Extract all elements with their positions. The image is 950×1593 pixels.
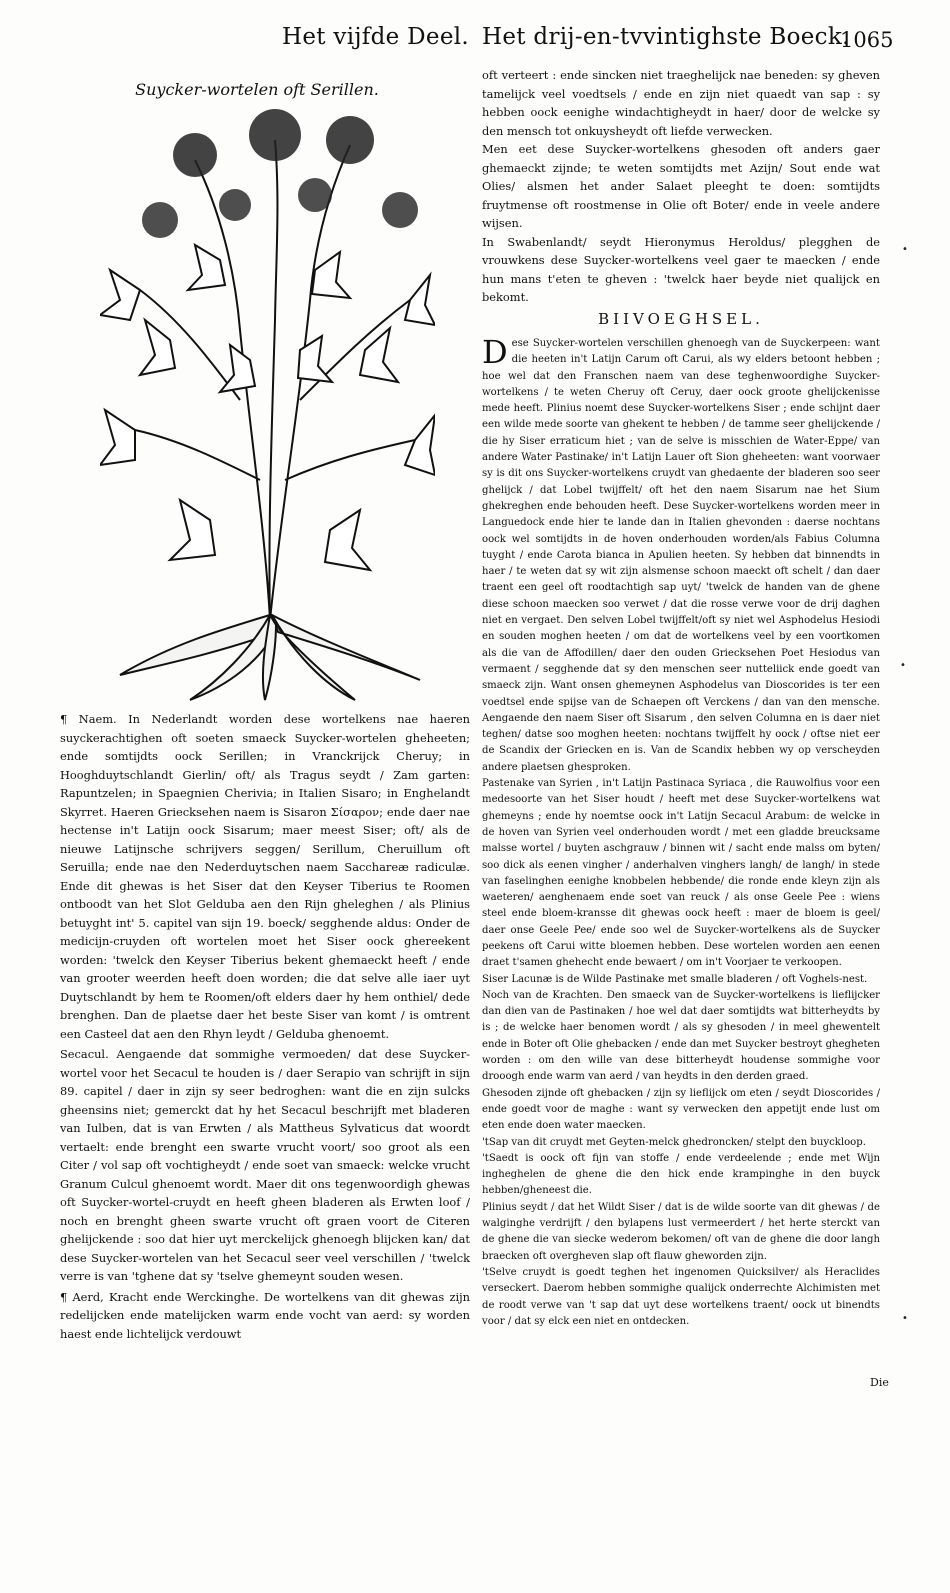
appendix-paragraph-6: 'tSap van dit cruydt met Geyten-melck ghedroncken/ stelpt den buyckloop.: [482, 1136, 866, 1148]
appendix-paragraph-9: 'tSelve cruydt is goedt teghen het ingenomen Quicksilver/ als Heraclides verseckert. Daerom hebben sommighe qualijck onderrechte Alchimisten met de roodt verwe van 't sap dat uyt dese wortelkens traent/ oock ut binendts voor / dat sy elck een niet en ontdecken.: [482, 1266, 880, 1327]
appendix-paragraph-8: Plinius seydt / dat het Wildt Siser / dat is de wilde soorte van dit ghewas / de walginghe verdrijft / den bylapens lust vermeerdert / het herte sterckt van de ghene die van siecke wederom bekomen/ oft van de ghene die door langh braecken oft overgheven slap oft flauw gheworden zijn.: [482, 1201, 880, 1262]
plant-title: Suycker-wortelen oft Serillen.: [135, 80, 379, 99]
appendix-paragraph-4: Noch van de Krachten. Den smaeck van de Suycker-wortelkens is lieflijcker dan dien van de Pastinaken / hoe wel dat daer somtijdts wat bitterheydts by is ; de welcke haer benomen wordt / als sy ghesoden / in meel ghewentelt ende in Boter oft Olie ghebacken / ende dan met Suycker bestroyt ghegheten worden : om den wille van dese bitterheydt houdense sommighe voor drooogh ende warm van aerd / van heydts in den derden graed.: [482, 989, 880, 1083]
drop-cap: D: [482, 333, 508, 371]
appendix-text: [482, 333, 880, 1330]
paragraph-swabenlandt: In Swabenlandt/ seydt Hieronymus Heroldus/ plegghen de vrouwkens dese Suycker-wortelkens veel gaer te maecken / ende hun mans t'eten te gheven : 'twelck haer beyde niet qualijck en bekomt.: [482, 234, 880, 304]
running-head-right: Het drij-en-tvvintighste Boeck.: [482, 24, 850, 50]
page-number: 1065: [840, 28, 894, 52]
margin-dot: •: [900, 660, 906, 671]
margin-dot: •: [902, 1313, 908, 1324]
appendix-paragraph-5: Ghesoden zijnde oft ghebacken / zijn sy lieflijck om eten / seydt Dioscorides / ende goedt voor de maghe : want sy verwecken den appetijt ende lust om eten ende doen water maecken.: [482, 1087, 880, 1132]
left-column-text: [60, 710, 470, 1343]
appendix-paragraph-1: Dese Suycker-wortelen verschillen ghenoegh van de Suyckerpeen: want die heeten in't Latijn Carum oft Carui, als wy elders betoont hebben ; hoe wel dat den Franschen naem van dese teghenwoordighe Suycker-wortelkens / te weten Cheruy oft Ceruy, daer oock groote ghelijckenisse mede heeft. Plinius noemt dese Suycker-wortelkens Siser ; ende schijnt daer een wilde mede soorte van ghekent te hebben / de tamme seer ghelijckende / die hy Siser erraticum hiet ; van de selve is misschien de Water-Eppe/ van andere Water Pastinake/ in't Latijn Lauer oft Sion gheheeten: want voorwaer sy is dit ons Suycker-wortelkens cruydt van ghedaente der bladeren soo seer ghelijck / dat Lobel twijffelt/ oft het den naem Sisarum nae het Sium ghekreghen ende behouden heeft. Dese Suycker-wortelkens worden meer in Languedock ende hier te lande dan in Italien ghevonden : daerse nochtans oock wel somtijdts in de hoven onderhouden worden/als Fabius Columna tuyght / ende Carota bianca in Apulien heeten. Sy hebben dat binnendts in haer / te weten dat sy wit zijn alsmense schoon maeckt oft schelt / dan daer traent een geel oft roodtachtigh sap uyt/ 'twelck de handen van de ghene diese schoon maecken soo verwet / dat die rosse verwe voor de drij daghen niet en vergaet. Den selven Lobel twijffelt/oft sy niet wel Asphodelus Hesiodi en souden moghen heeten / om dat de wortelkens veel by een voortkomen als die van de Affodillen/ daer den ouden Griecksehen Poet Hesiodus van vermaent / segghende dat sy den menschen seer nutteliick ende goedt van smaeck zijn. Want onsen ghemeynen Asphodelus van Dioscorides is ter een voedtsel ende spijse van de Schaepen oft Verckens / dan van den mensche. Aengaende den naem Siser oft Sisarum , den selven Columna en is daer niet teghen/ datse soo moghen heeten: nochtans twijffelt hy oock / oftse niet eer de Scandix der Griecken en is. Van de Scandix hebben wy op verscheyden andere plaetsen ghesproken.: [482, 333, 880, 773]
catchword: Die: [870, 1376, 889, 1389]
paragraph-eten: Men eet dese Suycker-wortelkens ghesoden oft anders gaer ghemaeckt zijnde; te weten somtijdts met Azijn/ Sout ende wat Olies/ alsmen het ander Salaet pleeght te doen: somtijdts fruytmense oft roostmense in Olie oft Boter/ ende in veele andere wijsen.: [482, 142, 880, 230]
appendix-paragraph-7: 'tSaedt is oock oft fijn van stoffe / ende verdeelende ; ende met Wijn ingheghelen de ghene die den hick ende krampinghe in den buyck hebben/gheneest die.: [482, 1152, 880, 1197]
right-column-top-text: [482, 66, 880, 307]
appendix-paragraph-2: Pastenake van Syrien , in't Latijn Pastinaca Syriaca , die Rauwolfius voor een medesoorte van het Siser houdt / heeft met dese Suycker-wortelkens wat ghemeyns ; ende hy noemtse oock in't Latijn Secacul Arabum: de welcke in de hoven van Syrien veel onderhouden wordt / met een gladde breucksame malsse wortel / buyten aschgrauw / binnen wit / sacht ende malss om byten/ soo dick als eenen vingher / anderhalven vinghers langh/ de langh/ in stede van faselinghen eenighe knobbelen hebbende/ die ronde ende kleyn zijn als waeteren/ aenghenaem ende soet van reuck / als onse Geele Pee : wiens steel ende bloem-kransse dit ghewas oock heeft : maer de bloem is geel/ daer onse Geele Pee/ ende soo wel de Suycker-wortelkens als de Suycker peekens oft Carui witte bloemen hebben. Dese wortelen worden aen eenen draet t'samen ghehecht ende bewaert / om in't Voorjaer te verkoopen.: [482, 778, 880, 969]
paragraph-aerd: ¶ Aerd, Kracht ende Werckinghe. De wortelkens van dit ghewas zijn redelijcken ende matelijcken warm ende vocht van aerd: sy worden haest ende lichtelijck verdouwt: [60, 1289, 470, 1341]
paragraph-secacul: Secacul. Aengaende dat sommighe vermoeden/ dat dese Suycker-wortel voor het Secacul te houden is / daer Serapio van schrijft in sijn 89. capitel / daer in zijn sy seer bedroghen: want die en zijn sulcks gheensins niet; gemerckt dat hy het Secacul beschrijft met bladeren van Iulben, dat is van Erwten / als Mattheus Sylvaticus dat woordt vertaelt: ende brenght een swarte vrucht voort/ soo groot als een Citer / vol sap oft vochtigheydt / ende soet van smaeck: welcke vrucht Granum Culcul ghenoemt wordt. Maer dit ons tegenwoordigh ghewas oft Suycker-wortel-cruydt en heeft gheen bladeren als Erwten loof / noch en brenght gheen swarte vrucht oft graen voort de Citeren ghelijckende : soo dat hier uyt merckelijck ghenoegh blijcken kan/ dat dese Suycker-wortelen van het Secacul seer veel verschillen / 'twelck verre is van 'tghene dat sy 'tselve ghemeynt souden wesen.: [60, 1047, 470, 1283]
margin-dot: •: [902, 244, 908, 255]
paragraph-continuation: oft verteert : ende sincken niet traeghelijck nae beneden: sy gheven tamelijck veel voedtsels / ende en zijn niet quaedt van sap : sy hebben oock eenighe windachtigheydt in haer/ door de welcke sy den mensch tot onkuysheydt oft liefde verwecken.: [482, 68, 880, 138]
appendix-title: BIIVOEGHSEL.: [598, 310, 764, 328]
appendix-paragraph-3: Siser Lacunæ is de Wilde Pastinake met smalle bladeren / oft Voghels-nest.: [482, 973, 868, 985]
plant-woodcut-illustration: [100, 100, 435, 705]
paragraph-naem: ¶ Naem. In Nederlandt worden dese wortelkens nae haeren suyckerachtighen oft soeten smaeck Suycker-wortelen gheheeten; ende somtijdts oock Serillen; in Vranckrijck Cheruy; in Hooghduytschlandt Gierlin/ oft/ als Tragus seydt / Zam garten: Rapuntzelen; in Spaegnien Cherivia; in Italien Sisaro; in Enghelandt Skyrret. Haeren Griecksehen naem is Sisaron Σίσαρον; ende daer nae hectense in't Latijn oock Sisarum; maer meest Siser; oft/ als de nieuwe Latijnsche schrijvers seggen/ Serillum, Cheruillum oft Seruilla; ende nae den Nederduytschen naem Sacchareæ radiculæ. Ende dit ghewas is het Siser dat den Keyser Tiberius te Roomen ontboodt van het Slot Gelduba aen den Rijn gheleghen / als Plinius betuyght int' 5. capitel van sijn 19. boeck/ segghende aldus: Onder de medicijn-cruyden oft wortelen moet het Siser oock ghereekent worden: 'twelck den Keyser Tiberius bekent ghemaeckt heeft / ende van grooter weerden heeft doen worden; die dat selve alle iaer uyt Duytschlandt by hem te Roomen/oft elders daer hy hem onthiel/ dede brenghen. Dan de plaetse daer het beste Siser van komt / is omtrent een Casteel dat aen den Rhyn leydt / Gelduba ghenoemt.: [60, 712, 470, 1041]
running-head-left: Het vijfde Deel.: [282, 24, 469, 50]
